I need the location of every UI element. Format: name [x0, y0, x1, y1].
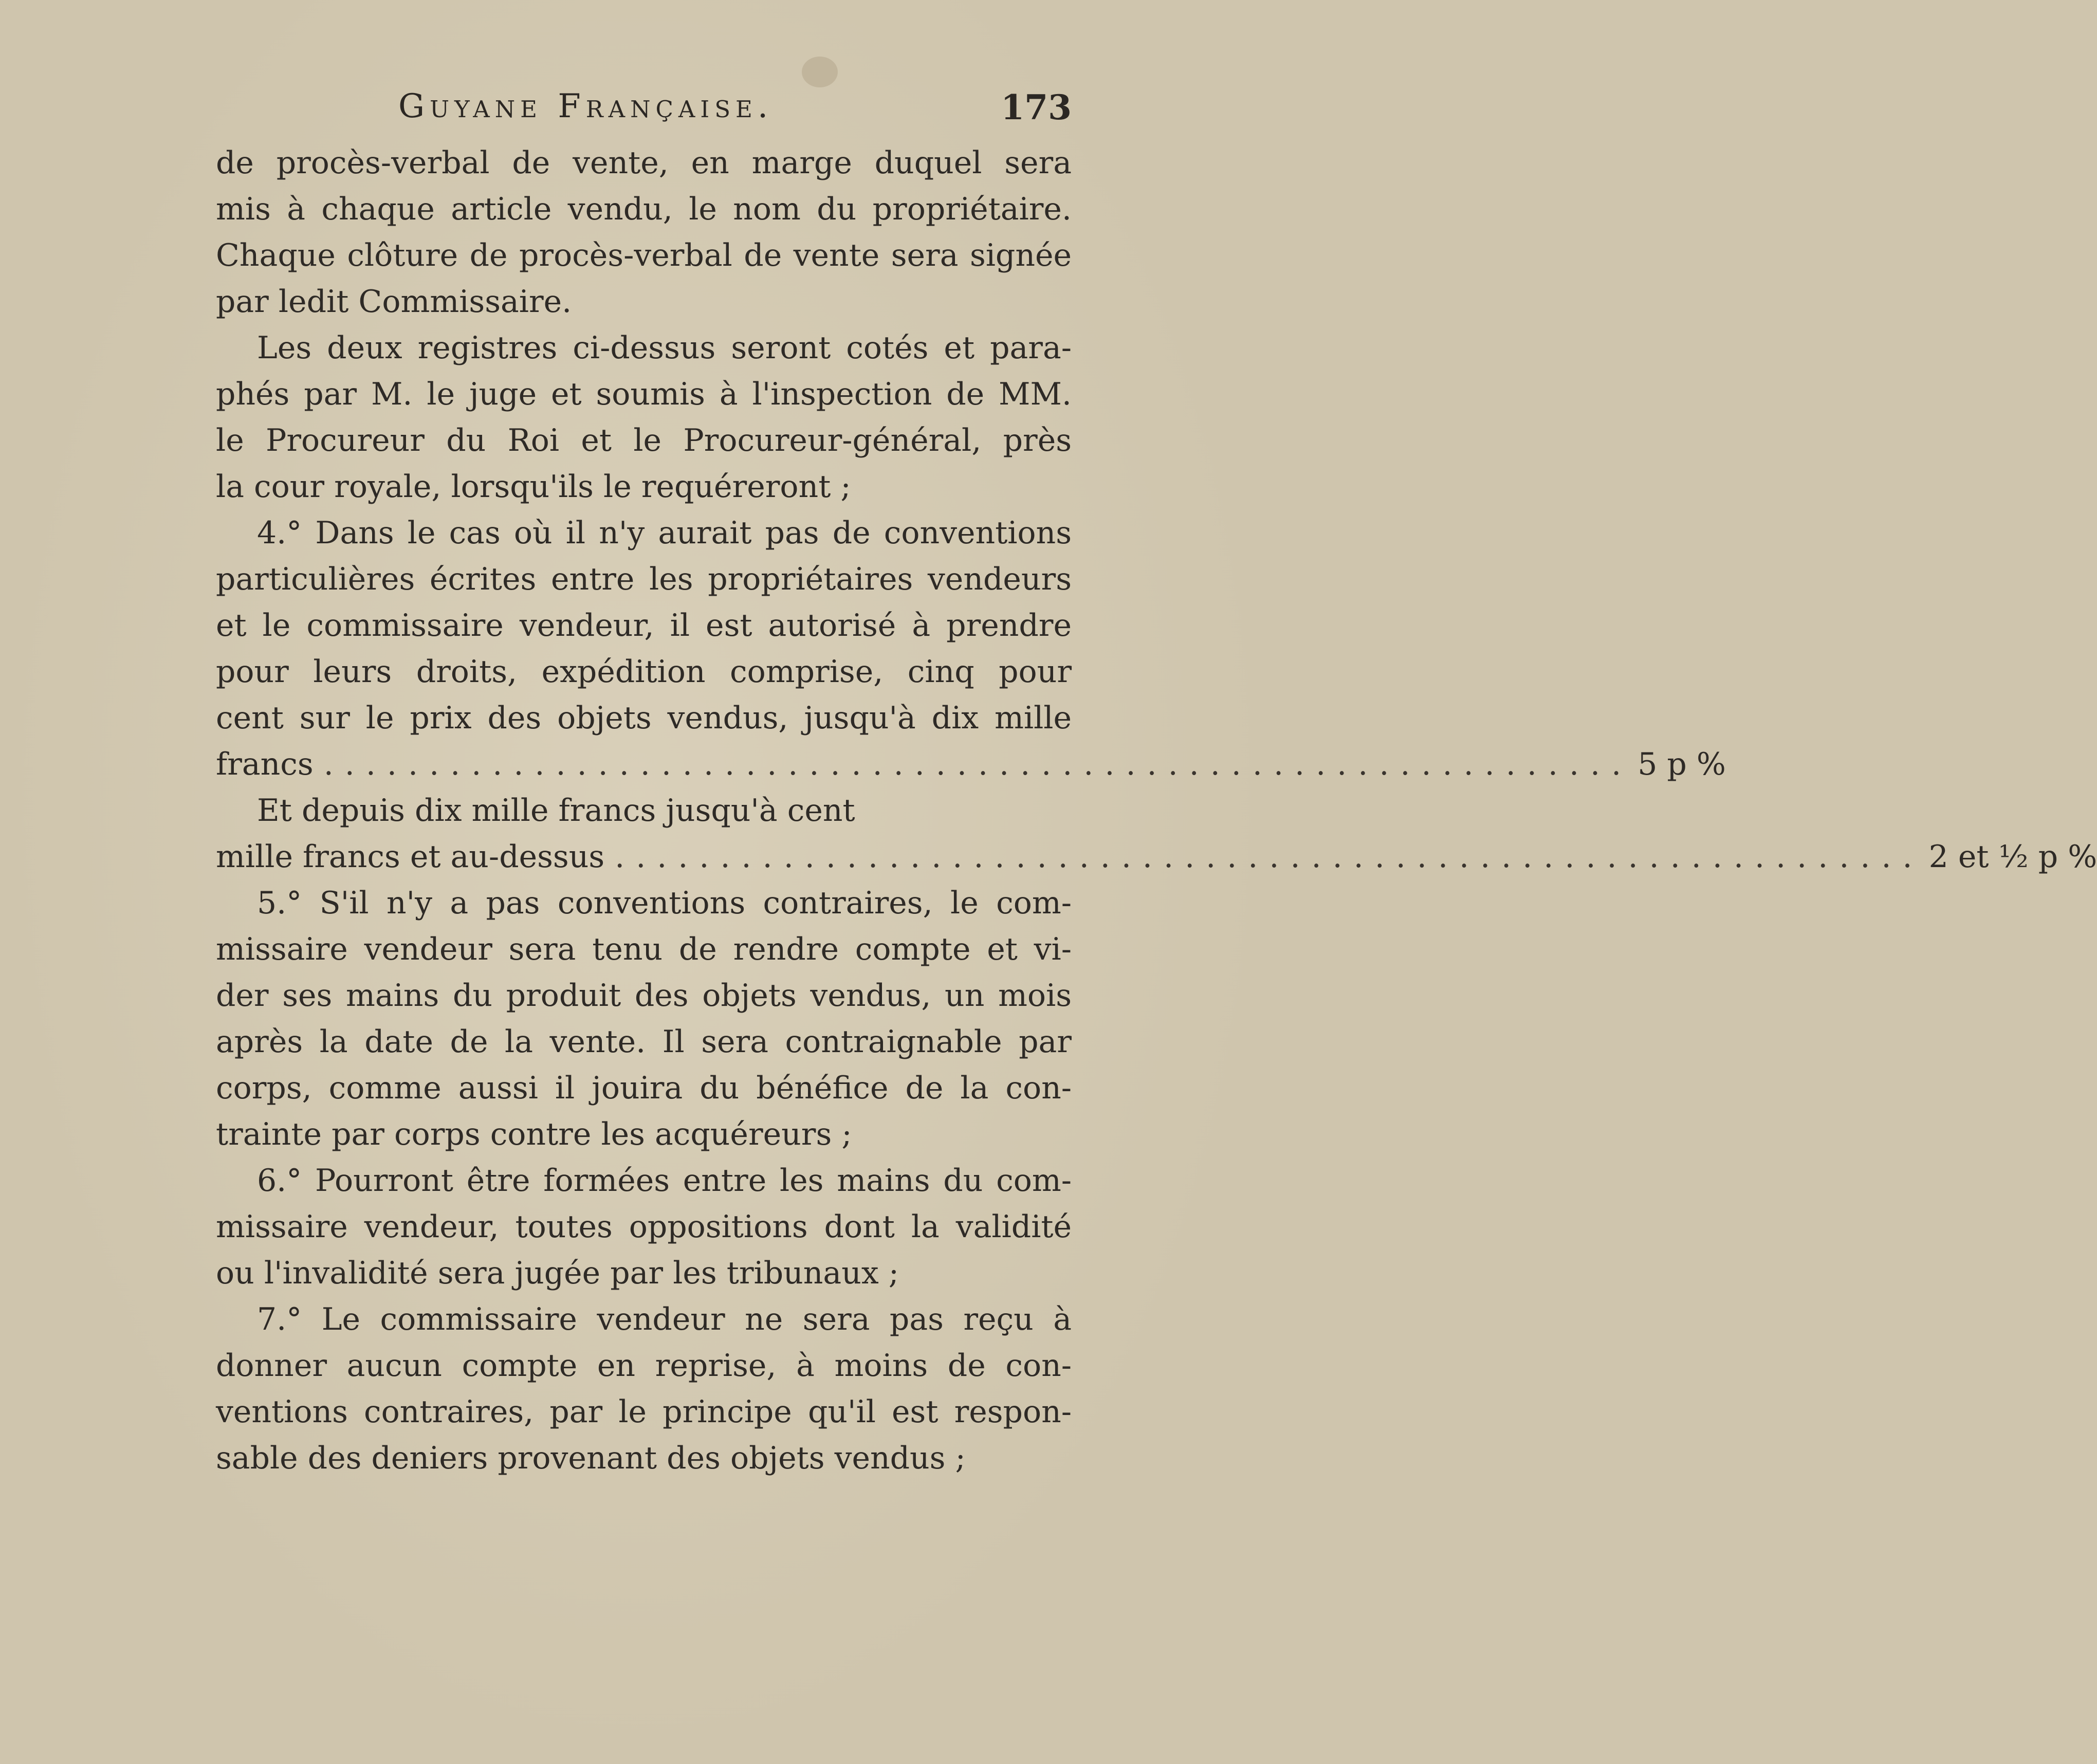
text-line: et le commissaire vendeur, il est autorisé à prendre — [216, 608, 1072, 644]
dot-leader: .............................................................. — [323, 746, 1633, 782]
body-text — [216, 140, 2097, 1481]
text-line: mis à chaque article vendu, le nom du propriétaire. — [216, 191, 1072, 227]
text-line: 5.° S'il n'y a pas conventions contraires, le com- — [257, 885, 1072, 921]
text-line: donner aucun compte en reprise, à moins de con- — [216, 1348, 1072, 1384]
text-line: de procès-verbal de vente, en marge duquel sera — [216, 145, 1072, 181]
text-line: Chaque clôture de procès-verbal de vente sera signée — [216, 237, 1072, 273]
text-line: 6.° Pourront être formées entre les mains du com- — [257, 1163, 1072, 1199]
text-line: le Procureur du Roi et le Procureur-général, près — [216, 422, 1072, 458]
text-line: 4.° Dans le cas où il n'y aurait pas de conventions — [257, 515, 1072, 551]
running-title: Guyane Française. — [398, 87, 774, 125]
paper-stain — [802, 57, 838, 87]
text-line: après la date de la vente. Il sera contraignable par — [216, 1024, 1072, 1060]
text-line: Et depuis dix mille francs jusqu'à cent — [257, 793, 855, 829]
text-line: Les deux registres ci-dessus seront cotés et para- — [257, 330, 1072, 366]
rate-line-label: mille francs et au-dessus — [216, 839, 605, 875]
text-line: ou l'invalidité sera jugée par les tribunaux ; — [216, 1255, 899, 1291]
rate-line-first — [216, 741, 1726, 787]
rate-line-amount: 5 p % — [1638, 746, 1726, 782]
text-line: 7.° Le commissaire vendeur ne sera pas reçu à — [257, 1301, 1072, 1337]
text-line: missaire vendeur sera tenu de rendre compte et vi- — [216, 931, 1072, 967]
rate-line-label: francs — [216, 746, 314, 782]
rate-line-amount: 2 et ½ p % — [1928, 839, 2097, 875]
text-line: pour leurs droits, expédition comprise, cinq pour — [216, 654, 1072, 690]
text-line: phés par M. le juge et soumis à l'inspection de MM. — [216, 376, 1072, 412]
page-number: 173 — [1001, 87, 1072, 127]
text-line: par ledit Commissaire. — [216, 284, 572, 320]
text-line: corps, comme aussi il jouira du bénéfice de la con- — [216, 1070, 1072, 1106]
rate-line-second — [216, 834, 2097, 880]
text-line: trainte par corps contre les acquéreurs ; — [216, 1116, 852, 1152]
text-line: ventions contraires, par le principe qu'il est respon- — [216, 1394, 1072, 1430]
text-line: cent sur le prix des objets vendus, jusqu'à dix mille — [216, 700, 1072, 736]
text-line: particulières écrites entre les propriétaires vendeurs — [216, 561, 1072, 597]
text-line: la cour royale, lorsqu'ils le requéreront ; — [216, 469, 851, 505]
text-line: missaire vendeur, toutes oppositions dont la validité — [216, 1209, 1072, 1245]
running-header — [216, 87, 1072, 134]
text-line: sable des deniers provenant des objets vendus ; — [216, 1440, 966, 1476]
dot-leader: .............................................................. — [615, 839, 1924, 875]
text-line: der ses mains du produit des objets vendus, un mois — [216, 978, 1072, 1014]
